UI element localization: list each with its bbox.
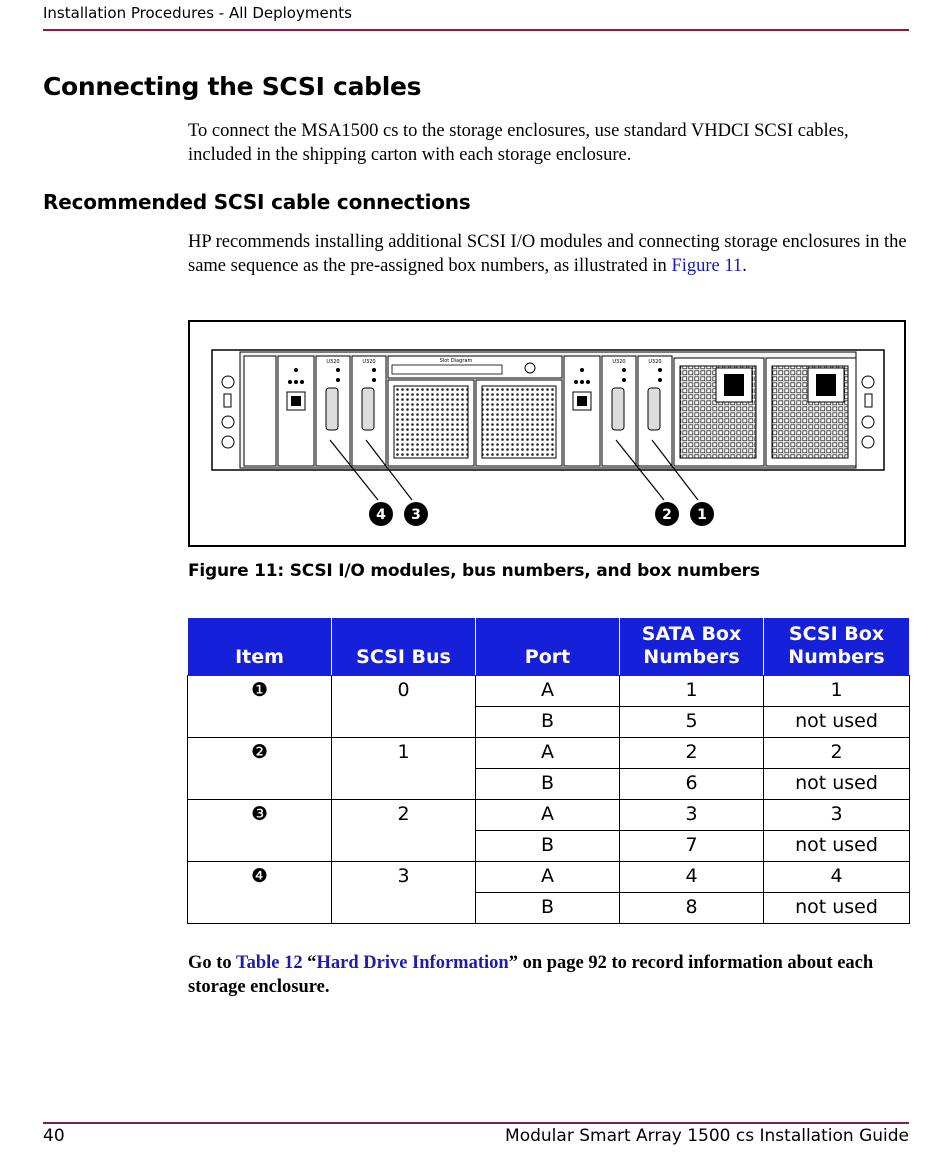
table-row [188,738,910,769]
callout-3 [404,502,428,526]
cell-item-blank [188,769,332,800]
cell-scsi-bus-blank [332,893,476,924]
figure-caption: Figure 11: SCSI I/O modules, bus numbers, and box numbers [188,561,760,581]
cell-scsi-box: 3 [764,800,910,831]
scsi-module-4 [316,356,350,466]
cell-scsi-bus: 3 [332,862,476,893]
footer-rule [43,1122,909,1124]
goto-open-quote: “ [302,953,317,973]
header-rule [43,29,909,31]
cell-scsi-box: not used [764,707,910,738]
cell-item-blank [188,707,332,738]
module-label-3: U320 [362,359,376,365]
svg-text:1: 1 [697,507,707,523]
cell-item: ❸ [188,800,332,831]
cell-sata-box: 6 [620,769,764,800]
callout-1 [690,502,714,526]
page-number: 40 [43,1126,65,1146]
table-row [188,862,910,893]
module-label-1: U320 [648,359,662,365]
cell-port: A [476,676,620,707]
table-body [188,676,910,924]
cell-scsi-box: not used [764,831,910,862]
blank-slot [244,356,276,466]
msa1500-rear-panel-illustration [190,322,904,545]
goto-instruction [188,951,913,999]
cell-sata-box: 4 [620,862,764,893]
running-head: Installation Procedures - All Deployments [43,4,352,22]
cell-scsi-box: 4 [764,862,910,893]
cell-scsi-bus-blank [332,831,476,862]
header-port: Port [476,618,620,676]
fan-right [476,380,562,466]
footer-title: Modular Smart Array 1500 cs Installation Guide [505,1126,909,1146]
callout-4 [369,502,393,526]
module-label-4: U320 [326,359,340,365]
cell-sata-box: 3 [620,800,764,831]
cell-sata-box: 8 [620,893,764,924]
recommendation-period: . [742,256,747,276]
cell-port: B [476,707,620,738]
cell-item-blank [188,893,332,924]
cell-item: ❶ [188,676,332,707]
power-supply-right [766,358,856,466]
svg-text:4: 4 [376,507,386,523]
cell-scsi-box: not used [764,893,910,924]
scsi-module-2 [602,356,636,466]
recommendation-paragraph [188,230,913,278]
table-row [188,893,910,924]
cell-scsi-box: 1 [764,676,910,707]
subsection-title: Recommended SCSI cable connections [43,190,471,214]
scsi-bus-table [187,617,910,924]
section-title: Connecting the SCSI cables [43,72,422,101]
cell-scsi-bus-blank [332,707,476,738]
callout-2 [655,502,679,526]
scsi-module-3 [352,356,386,466]
controller-left [278,356,314,466]
header-scsi-box: SCSI Box Numbers [764,618,910,676]
figure-11 [188,320,906,547]
cell-sata-box: 1 [620,676,764,707]
cell-sata-box: 5 [620,707,764,738]
hard-drive-info-link[interactable]: Hard Drive Information [316,953,509,973]
cell-sata-box: 7 [620,831,764,862]
table-row [188,769,910,800]
table-row [188,831,910,862]
header-sata-box: SATA Box Numbers [620,618,764,676]
controller-right [564,356,600,466]
table-row [188,800,910,831]
cell-scsi-box: not used [764,769,910,800]
header-item: Item [188,618,332,676]
goto-suffix: ” on page 92 to record information about each storage enclosure. [188,953,874,997]
cell-scsi-box: 2 [764,738,910,769]
cell-port: B [476,893,620,924]
cell-port: A [476,738,620,769]
slot-diagram-label: Slot Diagram [439,358,473,364]
power-supply-left [674,358,764,466]
svg-text:2: 2 [662,507,672,523]
table-row [188,707,910,738]
svg-text:3: 3 [411,507,421,523]
header-scsi-bus: SCSI Bus [332,618,476,676]
goto-prefix: Go to [188,953,236,973]
figure-11-link[interactable]: Figure 11 [671,256,743,276]
cell-port: A [476,800,620,831]
slot-diagram-panel [388,356,562,378]
cell-port: A [476,862,620,893]
module-label-2: U320 [612,359,626,365]
cell-scsi-bus-blank [332,769,476,800]
cell-scsi-bus: 0 [332,676,476,707]
fan-left [388,380,474,466]
table-header-row [188,618,910,676]
scsi-module-1 [638,356,672,466]
cell-item: ❹ [188,862,332,893]
recommendation-text: HP recommends installing additional SCSI I/O modules and connecting storage enclosures in the same sequence as the pre-assigned box numbers, as illustrated in [188,232,907,276]
cell-scsi-bus: 1 [332,738,476,769]
table-12-link[interactable]: Table 12 [235,953,303,973]
cell-port: B [476,831,620,862]
table-row [188,676,910,707]
cell-item-blank [188,831,332,862]
cell-sata-box: 2 [620,738,764,769]
cell-port: B [476,769,620,800]
intro-paragraph: To connect the MSA1500 cs to the storage enclosures, use standard VHDCI SCSI cables, included in the shipping carton with each storage enclosure. [188,121,849,165]
cell-item: ❷ [188,738,332,769]
cell-scsi-bus: 2 [332,800,476,831]
